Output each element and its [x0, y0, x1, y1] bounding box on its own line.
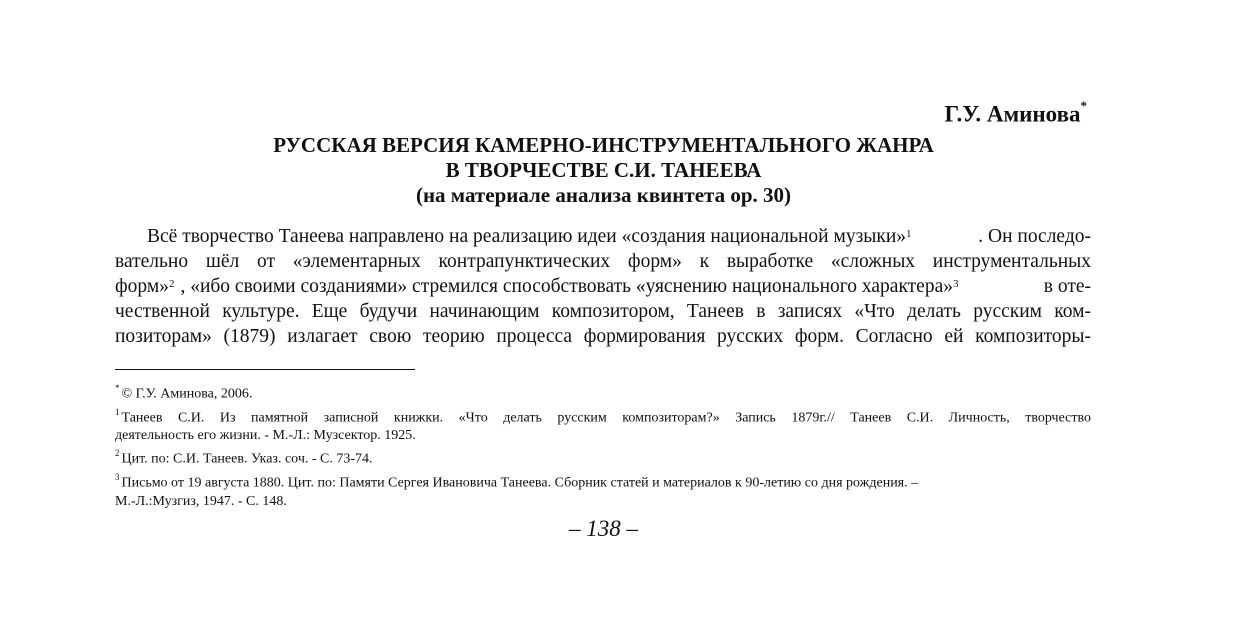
footnote-item	[115, 469, 1091, 493]
body-line-5	[115, 324, 1091, 349]
footnote-text: © Г.У. Аминова, 2006.	[121, 386, 253, 402]
footnote-item	[115, 380, 1091, 404]
body-line-1-tail: . Он последо-	[978, 226, 1091, 247]
body-paragraph	[115, 224, 1091, 349]
body-line-1	[115, 224, 1091, 249]
body-line-2-text: вательно шёл от «элементарных контрапунктических форм» к выработке «сложных инструментальных	[115, 251, 1091, 272]
body-line-3-text: форм»	[115, 276, 169, 297]
footnote-item	[115, 427, 1091, 445]
body-line-3	[115, 274, 1091, 299]
page-number: – 138 –	[569, 516, 638, 541]
footnote-ref-3: 3	[953, 278, 959, 290]
body-line-3-end: в оте-	[1043, 276, 1091, 297]
footnote-mark: *	[115, 383, 120, 393]
footnote-mark: 1	[115, 406, 120, 417]
author-footnote-mark: *	[1080, 98, 1087, 113]
body-line-5-text: позиторам» (1879) излагает свою теорию процесса формирования русских форм. Согласно ей композиторы-	[115, 326, 1091, 347]
footnotes	[115, 380, 1091, 511]
footnote-mark: 3	[115, 471, 120, 482]
footnote-mark: 2	[115, 448, 120, 459]
body-line-2	[115, 249, 1091, 274]
body-line-4-text: чественной культуре. Еще будучи начинающим композитором, Танеев в записях «Что делать русским ком-	[115, 301, 1091, 322]
footnote-ref-1: 1	[906, 228, 912, 240]
footnote-item	[115, 445, 1091, 469]
article-title	[0, 133, 1207, 208]
title-line-2: В ТВОРЧЕСТВЕ С.И. ТАНЕЕВА	[445, 158, 762, 182]
footnote-item	[115, 404, 1091, 428]
footnote-text: Письмо от 19 августа 1880. Цит. по: Памяти Сергея Ивановича Танеева. Сборник статей и материалов к 90-летию со дня рождения. –	[121, 475, 919, 491]
footnote-text: Цит. по: С.И. Танеев. Указ. соч. - С. 73-74.	[121, 451, 373, 467]
title-line-3: (на материале анализа квинтета ор. 30)	[415, 183, 792, 207]
body-line-1-text: Всё творчество Танеева направлено на реализацию идеи «создания национальной музыки»	[147, 226, 907, 247]
author-name	[944, 95, 1087, 129]
footnote-text: Танеев С.И. Из памятной записной книжки. «Что делать русским композиторам?» Запись 1879г.// Танеев С.И. Личность, творчество	[121, 410, 1091, 426]
body-line-4	[115, 299, 1091, 324]
footnote-item	[115, 493, 1091, 511]
footnote-ref-2: 2	[168, 278, 175, 290]
footnote-separator	[115, 369, 415, 370]
title-line-1: РУССКАЯ ВЕРСИЯ КАМЕРНО-ИНСТРУМЕНТАЛЬНОГО ЖАНРА	[273, 133, 934, 157]
footnote-text: деятельность его жизни. - М.-Л.: Музсектор. 1925.	[115, 428, 416, 444]
footnote-text: М.-Л.:Музгиз, 1947. - С. 148.	[115, 493, 287, 509]
author-text: Г.У. Аминова	[944, 101, 1081, 127]
body-line-3-mid: , «ибо своими созданиями» стремился способствовать «уяснению национального характера»	[180, 276, 953, 297]
